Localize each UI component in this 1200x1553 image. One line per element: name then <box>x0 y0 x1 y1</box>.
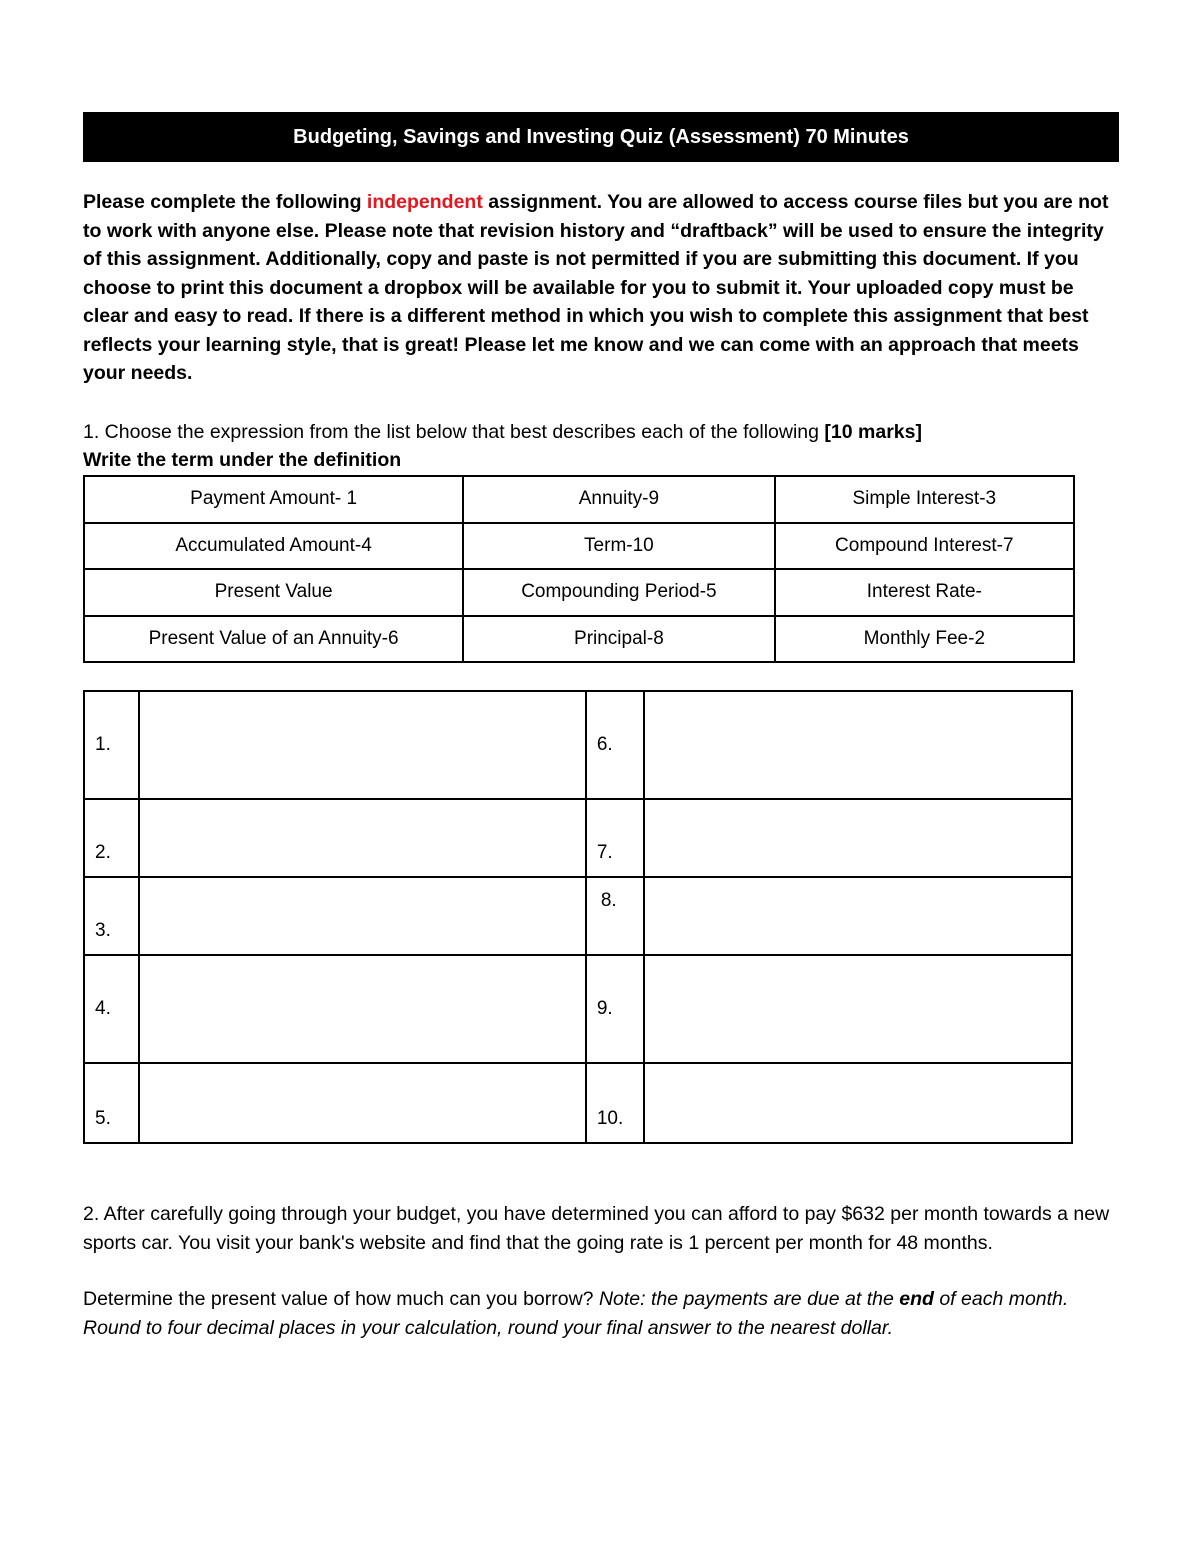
question-2-note-start: Note: the payments are due at the <box>598 1288 900 1310</box>
term-cell: Monthly Fee-2 <box>775 616 1074 663</box>
answer-row <box>84 1063 1072 1143</box>
term-cell: Compound Interest-7 <box>775 523 1074 570</box>
answer-row <box>84 955 1072 1063</box>
question-2-note-end: of each month. Round to four decimal places in your calculation, round your final answer to the nearest dollar. <box>83 1288 1069 1339</box>
answer-row <box>84 691 1072 799</box>
term-cell: Present Value <box>84 569 463 616</box>
terms-row <box>84 616 1074 663</box>
question-1 <box>83 418 1123 474</box>
term-cell: Principal-8 <box>463 616 774 663</box>
term-cell: Present Value of an Annuity-6 <box>84 616 463 663</box>
instructions-paragraph <box>83 188 1123 388</box>
quiz-title: Budgeting, Savings and Investing Quiz (Assessment) 70 Minutes <box>83 112 1119 162</box>
answer-field-4[interactable] <box>139 955 586 1063</box>
answer-number: 2. <box>84 799 139 877</box>
term-cell: Compounding Period-5 <box>463 569 774 616</box>
answer-field-7[interactable] <box>644 799 1072 877</box>
term-cell: Simple Interest-3 <box>775 476 1074 523</box>
question-2-instruction <box>83 1285 1123 1342</box>
answer-number: 5. <box>84 1063 139 1143</box>
term-cell: Interest Rate- <box>775 569 1074 616</box>
answer-field-3[interactable] <box>139 877 586 955</box>
question-2-text: 2. After carefully going through your budget, you have determined you can afford to pay $632 per month towards a new sports car. You visit your bank's website and find that the going rate is 1 percent per month for 48 months. <box>83 1203 1110 1254</box>
answer-number: 1. <box>84 691 139 799</box>
question-1-prompt: 1. Choose the expression from the list below that best describes each of the following <box>83 421 825 443</box>
term-cell: Accumulated Amount-4 <box>84 523 463 570</box>
question-2 <box>83 1200 1123 1370</box>
question-1-subprompt: Write the term under the definition <box>83 449 402 471</box>
intro-text-start: Please complete the following <box>83 191 367 213</box>
term-cell: Annuity-9 <box>463 476 774 523</box>
answer-number: 3. <box>84 877 139 955</box>
answer-field-5[interactable] <box>139 1063 586 1143</box>
intro-highlight: independent <box>366 191 483 213</box>
question-2-note-emphasis: end <box>899 1288 934 1310</box>
answer-number: 10. <box>586 1063 644 1143</box>
answer-number: 7. <box>586 799 644 877</box>
answer-row <box>84 877 1072 955</box>
answer-number: 8. <box>586 877 644 955</box>
answer-field-2[interactable] <box>139 799 586 877</box>
answers-table <box>83 690 1073 1144</box>
answer-number: 6. <box>586 691 644 799</box>
terms-table <box>83 475 1075 663</box>
term-cell: Payment Amount- 1 <box>84 476 463 523</box>
answer-row <box>84 799 1072 877</box>
answer-field-1[interactable] <box>139 691 586 799</box>
terms-row <box>84 476 1074 523</box>
answer-field-8[interactable] <box>644 877 1072 955</box>
terms-row <box>84 523 1074 570</box>
terms-row <box>84 569 1074 616</box>
question-1-marks: [10 marks] <box>824 421 922 443</box>
answer-number: 4. <box>84 955 139 1063</box>
answer-field-9[interactable] <box>644 955 1072 1063</box>
answer-field-6[interactable] <box>644 691 1072 799</box>
answer-field-10[interactable] <box>644 1063 1072 1143</box>
intro-text-end: assignment. You are allowed to access course files but you are not to work with anyone else. Please note that revision history and “draftback” will be used to ensure the integrity of this assignment. Additionally, copy and paste is not permitted if you are submitting this document. If you choose to print this document a dropbox will be available for you to submit it. Your uploaded copy must be clear and easy to read. If there is a different method in which you wish to complete this assignment that best reflects your learning style, that is great! Please let me know and we can come with an approach that meets your needs. <box>83 191 1109 384</box>
term-cell: Term-10 <box>463 523 774 570</box>
question-2-determine: Determine the present value of how much can you borrow? <box>83 1288 599 1310</box>
answer-number: 9. <box>586 955 644 1063</box>
